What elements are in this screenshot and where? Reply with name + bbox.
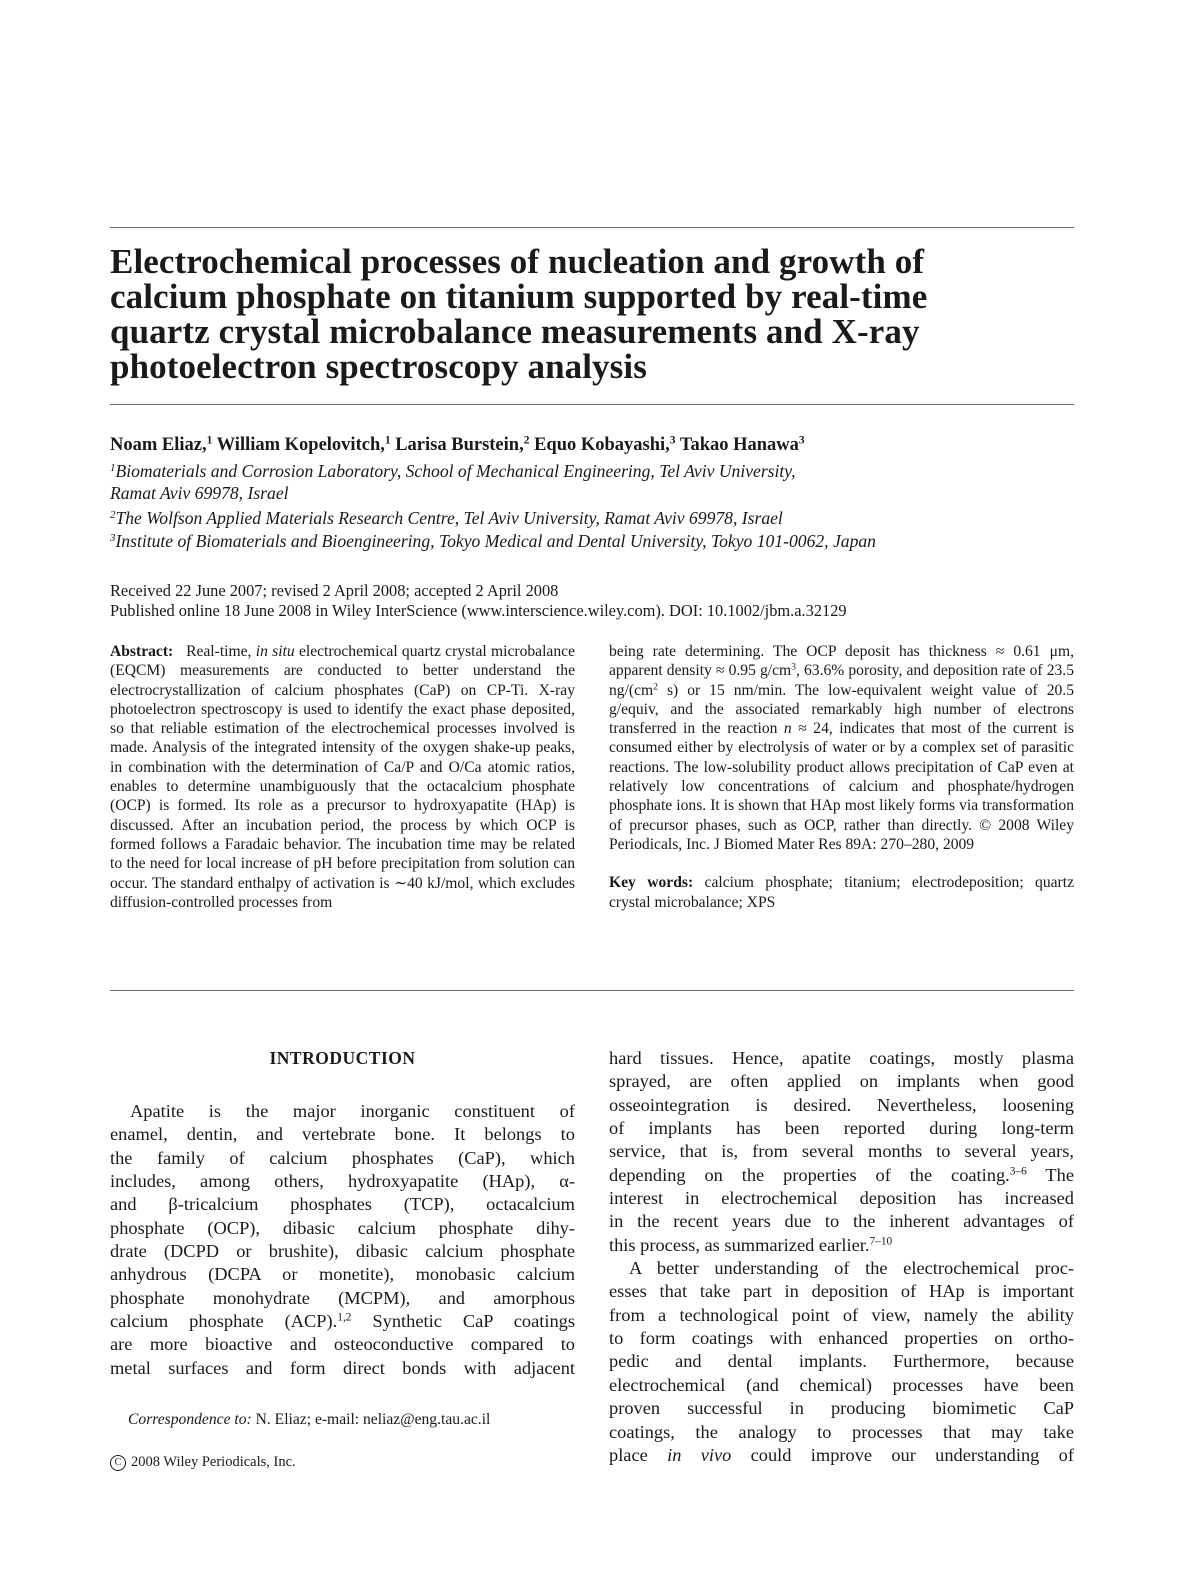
abstract-text: Real-time, (186, 643, 252, 660)
abstract-text: being rate determining. The OCP deposit has thickness ≈ 0.61 μm, apparent density ≈ 0.95 g/cm (609, 643, 1074, 680)
author-affil-mark: 3 (669, 434, 676, 447)
abstract-italic: in situ (255, 643, 295, 660)
text-fragment: calcium phosphate (ACP). (110, 1311, 338, 1332)
text-line: in the recent years due to the inherent advantages of (609, 1211, 1074, 1232)
abstract-text: , 63.6% porosity, and deposition rate of 23.5 ng/(cm (609, 662, 1074, 699)
affil-number: 2 (110, 509, 116, 521)
text-line: proven successful in producing biomimetic CaP (609, 1398, 1074, 1419)
author: Larisa Burstein, (395, 435, 524, 455)
abstract-left-column (110, 642, 575, 912)
text-line: enamel, dentin, and vertebrate bone. It belongs to (110, 1124, 575, 1145)
affiliation-3 (110, 530, 876, 552)
abstract-italic: n (783, 720, 792, 738)
author-list (110, 435, 805, 456)
author-affil-mark: 1 (206, 434, 213, 447)
abstract-text: s) or 15 nm/min. The low-equivalent weight value of 20.5 g/equiv, and the associated remarkably high number of electrons transferred in the reaction (609, 681, 1074, 738)
text-line: includes, among others, hydroxyapatite (HAp), α- (110, 1171, 575, 1192)
text-line: pedic and dental implants. Furthermore, because (609, 1351, 1074, 1372)
affil-text: Institute of Biomaterials and Bioengineering, Tokyo Medical and Dental University, Tokyo 101-0062, Japan (115, 531, 876, 551)
citation: 1,2 (337, 1311, 352, 1324)
author-affil-mark: 3 (798, 434, 805, 447)
citation: 7–10 (869, 1235, 893, 1248)
text-line: coatings, the analogy to processes that may take (609, 1421, 1074, 1442)
text-fragment: this process, as summarized earlier. (609, 1234, 870, 1255)
publication-dates (110, 581, 847, 620)
keywords-text: calcium phosphate; titanium; electrodeposition; quartz crystal microbalance; XPS (609, 874, 1074, 911)
text-line: and β-tricalcium phosphates (TCP), octacalcium (110, 1194, 575, 1215)
italic-term: in vivo (667, 1444, 732, 1465)
published-line: Published online 18 June 2008 in Wiley InterScience (www.interscience.wiley.com). DOI: 10.1002/jbm.a.32129 (110, 600, 847, 620)
text-line: are more bioactive and osteoconductive compared to (110, 1334, 575, 1355)
affil-text: Biomaterials and Corrosion Laboratory, School of Mechanical Engineering, Tel Aviv University, (115, 461, 796, 481)
title-line: Electrochemical processes of nucleation and growth of (110, 242, 925, 281)
title-line: quartz crystal microbalance measurements and X-ray (110, 312, 920, 351)
text-fragment: depending on the properties of the coating. (609, 1164, 1010, 1185)
abstract-paragraph (609, 642, 1074, 854)
affil-number: 1 (110, 462, 116, 474)
title-line: calcium phosphate on titanium supported by real-time (110, 277, 928, 316)
correspondence-text: N. Eliaz; e-mail: neliaz@eng.tau.ac.il (255, 1411, 491, 1428)
text-fragment: could improve our understanding of (750, 1444, 1074, 1465)
author-affil-mark: 2 (523, 434, 530, 447)
intro-left-column (110, 1100, 575, 1380)
intro-right-column (609, 1047, 1074, 1467)
text-line: metal surfaces and form direct bonds with adjacent (110, 1357, 575, 1378)
abstract-text: ≈ 24, indicates that most of the current is consumed either by electrolysis of water or by a complex set of parasitic reactions. The low-solubility product allows precipitation of CaP even at relatively low concentrations of calcium and phosphate/hydrogen phosphate ions. It is shown that HAp most likely forms via transformation of precursor phases, such as OCP, rather than directly. © 2008 Wiley Periodicals, Inc. J Biomed Mater Res 89A: 270–280, 2009 (609, 720, 1074, 853)
keywords-label: Key words: (609, 874, 694, 892)
text-line: esses that take part in deposition of HAp is important (609, 1281, 1074, 1302)
top-rule (110, 227, 1074, 228)
affil-text: Ramat Aviv 69978, Israel (110, 483, 289, 503)
title-line: photoelectron spectroscopy analysis (110, 347, 647, 386)
copyright-text: 2008 Wiley Periodicals, Inc. (131, 1454, 296, 1470)
title-rule (110, 404, 1074, 405)
text-line-with-citation (609, 1234, 1074, 1257)
text-line: electrochemical (and chemical) processes have been (609, 1374, 1074, 1395)
text-line-with-citation (110, 1310, 575, 1333)
text-line: of implants has been reported during long-term (609, 1118, 1074, 1139)
author: Takao Hanawa (679, 435, 799, 455)
abstract-rule (110, 990, 1074, 991)
text-line: anhydrous (DCPA or monetite), monobasic calcium (110, 1264, 575, 1285)
author: Noam Eliaz, (110, 435, 207, 455)
text-line: osseointegration is desired. Nevertheless, loosening (609, 1094, 1074, 1115)
paper-title (110, 244, 1074, 384)
text-line: hard tissues. Hence, apatite coatings, mostly plasma (609, 1048, 1074, 1068)
copyright-note (110, 1454, 296, 1471)
abstract-paragraph (110, 642, 575, 912)
text-line: A better understanding of the electrochemical proc- (629, 1258, 1074, 1279)
copyright-icon: C (110, 1455, 126, 1471)
text-line: to form coatings with enhanced properties on ortho- (609, 1328, 1074, 1349)
abstract-text: electrochemical quartz crystal microbalance (EQCM) measurements are conducted to better understand the electrocrystallization of calcium phosphates (CaP) on CP-Ti. X-ray photoelectron spectroscopy is used to identify the exact phase deposited, so that reliable estimation of the electrochemical processes involved is made. Analysis of the integrated intensity of the oxygen shake-up peaks, in combination with the determination of Ca/P and O/Ca atomic ratios, enables to determine unambiguously that the octacalcium phosphate (OCP) is formed. Its role as a precursor to hydroxyapatite (HAp) is discussed. After an incubation period, the process by which OCP is formed follows a Faradaic behavior. The incubation time may be related to the need for local increase of pH before precipitation from solution can occur. The standard enthalpy of activation is ∼40 kJ/mol, which excludes diffusion-controlled processes from (110, 643, 575, 911)
text-line: from a technological point of view, namely the ability (609, 1304, 1074, 1325)
author: Equo Kobayashi, (534, 435, 670, 455)
text-line: sprayed, are often applied on implants when good (609, 1071, 1074, 1092)
text-line-with-citation (609, 1164, 1074, 1187)
text-line: Apatite is the major inorganic constituent of (130, 1101, 575, 1121)
text-line: the family of calcium phosphates (CaP), which (110, 1147, 575, 1168)
citation: 3–6 (1009, 1165, 1027, 1178)
superscript: 2 (653, 681, 658, 693)
text-line: phosphate (OCP), dibasic calcium phosphate dihy- (110, 1217, 575, 1238)
text-line: drate (DCPD or brushite), dibasic calcium phosphate (110, 1241, 575, 1262)
correspondence-note (128, 1411, 490, 1429)
affiliation-2 (110, 507, 783, 529)
text-line-with-italic (609, 1444, 1074, 1467)
section-heading: INTRODUCTION (269, 1048, 416, 1068)
text-fragment: place (609, 1444, 648, 1465)
text-line: interest in electrochemical deposition has increased (609, 1188, 1074, 1209)
author: William Kopelovitch, (216, 435, 385, 455)
affil-number: 3 (110, 532, 116, 544)
received-line: Received 22 June 2007; revised 2 April 2008; accepted 2 April 2008 (110, 581, 559, 600)
text-line: service, that is, from several months to several years, (609, 1141, 1074, 1162)
keywords-paragraph (609, 873, 1074, 912)
author-affil-mark: 1 (384, 434, 391, 447)
superscript: 3 (791, 661, 796, 673)
abstract-right-column (609, 642, 1074, 912)
correspondence-label: Correspondence to: (128, 1411, 252, 1428)
affil-text: The Wolfson Applied Materials Research Centre, Tel Aviv University, Ramat Aviv 69978, Israel (115, 508, 783, 528)
text-fragment: The (1026, 1164, 1074, 1185)
text-fragment: Synthetic CaP coatings (351, 1311, 575, 1332)
affiliation-1 (110, 460, 796, 504)
text-line: phosphate monohydrate (MCPM), and amorphous (110, 1287, 575, 1308)
abstract-label: Abstract: (110, 643, 174, 660)
